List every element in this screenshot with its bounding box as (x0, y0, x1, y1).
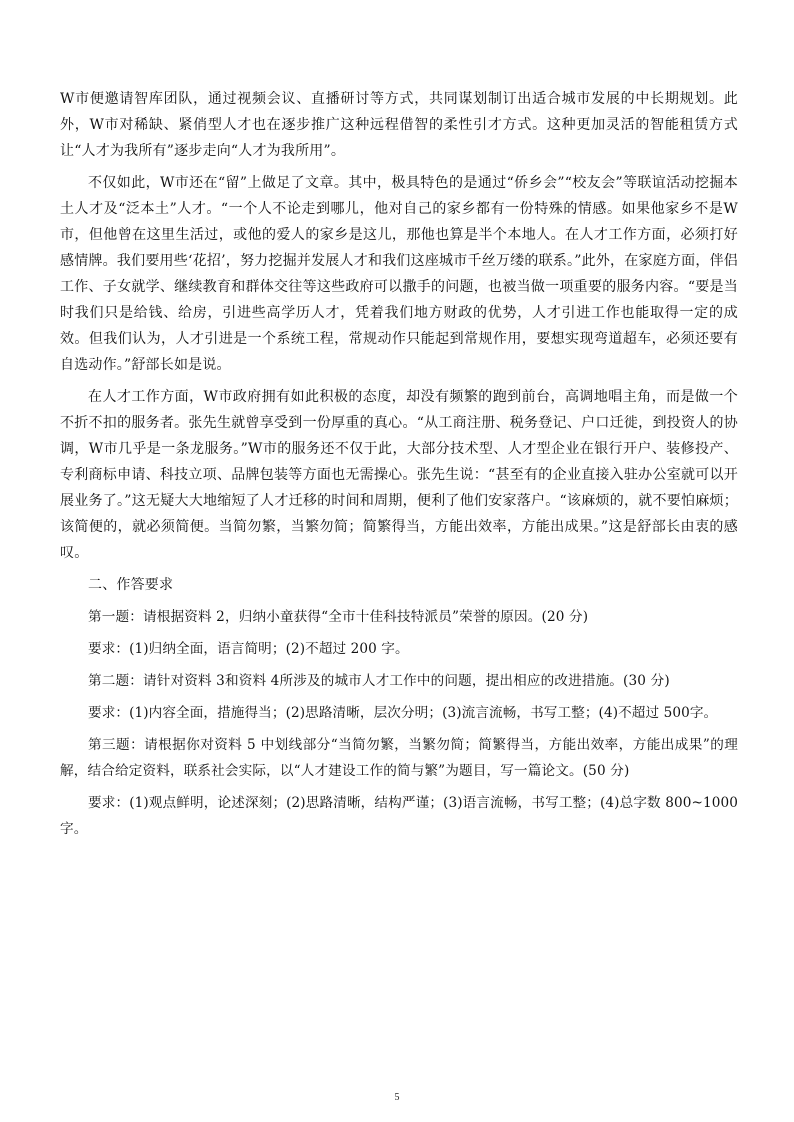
paragraph-retention: 不仅如此，W市还在“留”上做足了文章。其中，极具特色的是通过“侨乡会”“校友会”等联谊活动挖掘本土人才及“泛本土”人才。“一个人不论走到哪儿，他对自己的家乡都有一份特殊的情感。如果他家乡不是W市，但他曾在这里生活过，或他的爱人的家乡是这儿，那他也算是半个本地人。在人才工作方面，必须打好感情牌。我们要用些‘花招’，努力挖掘并发展人才和我们这座城市千丝万缕的联系。”此外，在家庭方面，伴侣工作、子女就学、继续教育和群体交往等这些政府可以撒手的问题，也被当做一项重要的服务内容。“要是当时我们只是给钱、给房，引进些高学历人才，凭着我们地方财政的优势，人才引进工作也能取得一定的成效。但我们认为，人才引进是一个系统工程，常规动作只能起到常规作用，要想实现弯道超车，必须还要有自选动作。”舒部长如是说。 (60, 175, 738, 373)
question-3-requirement: 要求：(1)观点鲜明，论述深刻；(2)思路清晰，结构严谨；(3)语言流畅，书写工整；(4)总字数 800~1000 字。 (60, 795, 738, 837)
document-body (60, 86, 738, 848)
question-1: 第一题：请根据资料 2，归纳小童获得“全市十佳科技特派员”荣誉的原因。(20 分) (88, 609, 589, 625)
question-3: 第三题：请根据你对资料 5 中划线部分“当简勿繁，当繁勿简；简繁得当，方能出效率，方能出成果”的理解，结合给定资料，联系社会实际，以“人才建设工作的简与繁”为题目，写一篇论文。(50 分) (60, 737, 738, 779)
question-2-requirement: 要求：(1)内容全面，措施得当；(2)思路清晰，层次分明；(3)流言流畅，书写工整；(4)不超过 500字。 (88, 705, 718, 721)
paragraph-service: 在人才工作方面，W市政府拥有如此积极的态度，却没有频繁的跑到前台，高调地唱主角，而是做一个不折不扣的服务者。张先生就曾享受到一份厚重的真心。“从工商注册、税务登记、户口迁徙，到投资人的协调，W市几乎是一条龙服务。”W市的服务还不仅于此，大部分技术型、人才型企业在银行开户、装修投产、专利商标申请、科技立项、品牌包装等方面也无需操心。张先生说：“甚至有的企业直接入驻办公室就可以开展业务了。”这无疑大大地缩短了人才迁移的时间和周期，便利了他们安家落户。“该麻烦的，就不要怕麻烦；该简便的，就必须简便。当简勿繁，当繁勿简；简繁得当，方能出效率，方能出成果。”这是舒部长由衷的感叹。 (60, 389, 738, 561)
section-title: 二、作答要求 (88, 577, 174, 593)
question-1-requirement: 要求：(1)归纳全面，语言简明；(2)不超过 200 字。 (88, 641, 409, 657)
paragraph-continuation: W市便邀请智库团队，通过视频会议、直播研讨等方式，共同谋划制订出适合城市发展的中长期规划。此外，W市对稀缺、紧俏型人才也在逐步推广这种远程借智的柔性引才方式。这种更加灵活的智能租赁方式让“人才为我所有”逐步走向“人才为我所用”。 (60, 91, 738, 159)
question-2: 第二题：请针对资料 3和资料 4所涉及的城市人才工作中的问题，提出相应的改进措施。(30 分) (88, 673, 670, 689)
page-number: 5 (394, 1092, 400, 1103)
